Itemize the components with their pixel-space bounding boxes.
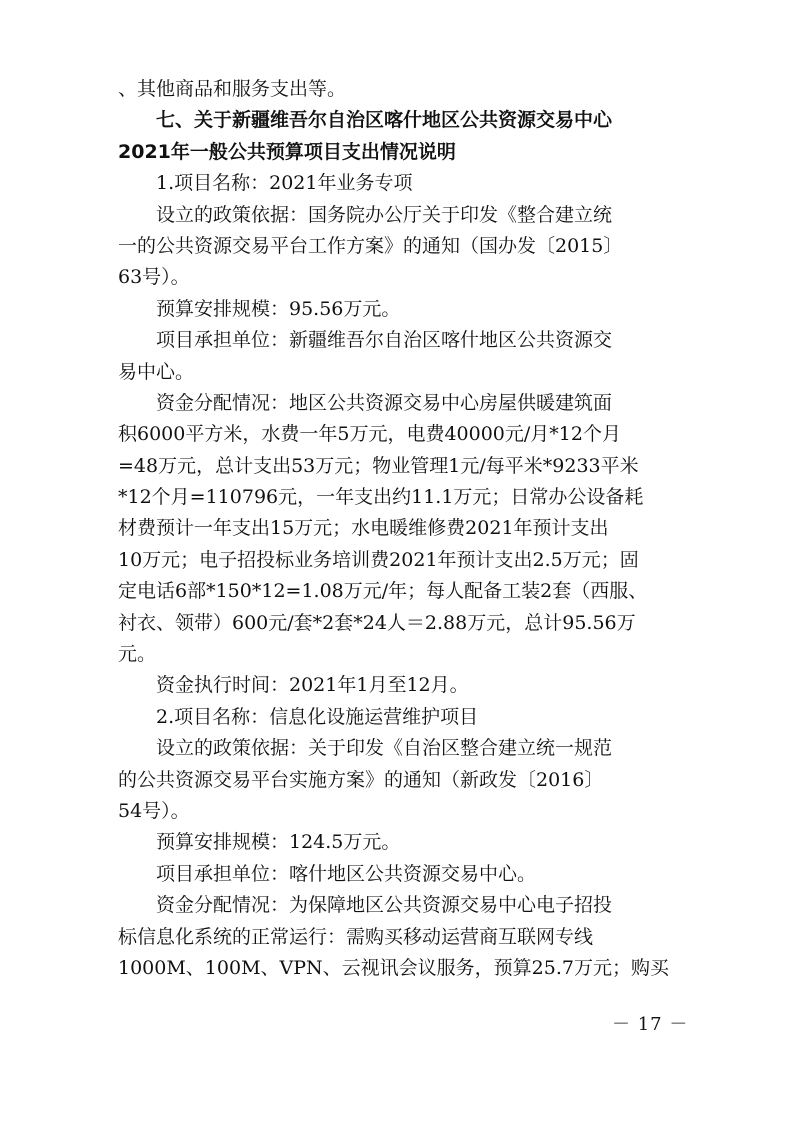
section-heading: 七、关于新疆维吾尔自治区喀什地区公共资源交易中心: [156, 109, 613, 132]
text-line: 衬衣、领带）600元/套*2套*24人＝2.88万元，总计95.56万: [118, 611, 636, 634]
text-line: 资金分配情况：为保障地区公共资源交易中心电子招投: [156, 894, 613, 917]
text-line: *12个月=110796元，一年支出约11.1万元；日常办公设备耗: [118, 486, 644, 509]
text-line: 材费预计一年支出15万元；水电暖维修费2021年预计支出: [118, 517, 609, 540]
text-line: 一的公共资源交易平台工作方案》的通知（国办发〔2015〕: [118, 234, 623, 257]
section-heading: 2021年一般公共预算项目支出情况说明: [118, 140, 456, 163]
page-number: － 17 －: [612, 1014, 689, 1035]
text-line: 1000M、100M、VPN、云视讯会议服务，预算25.7万元；购买: [118, 956, 669, 979]
text-line: 积6000平方米，水费一年5万元，电费40000元/月*12个月: [118, 423, 621, 446]
text-line: 资金执行时间：2021年1月至12月。: [156, 674, 469, 697]
text-line: 的公共资源交易平台实施方案》的通知（新政发〔2016〕: [118, 768, 604, 791]
text-line: 63号）。: [118, 266, 190, 289]
text-line: 资金分配情况：地区公共资源交易中心房屋供暖建筑面: [156, 391, 613, 414]
text-line: 设立的政策依据：关于印发《自治区整合建立统一规范: [156, 737, 613, 760]
document-body: [118, 74, 678, 984]
text-line: 元。: [118, 643, 157, 666]
text-line: =48万元，总计支出53万元；物业管理1元/每平米*9233平米: [118, 454, 639, 477]
text-line: 54号）。: [118, 799, 190, 822]
text-line: 项目承担单位：喀什地区公共资源交易中心。: [156, 862, 537, 885]
text-line: 设立的政策依据：国务院办公厅关于印发《整合建立统: [156, 203, 613, 226]
text-line: 标信息化系统的正常运行：需购买移动运营商互联网专线: [118, 925, 594, 948]
text-line: 10万元；电子招投标业务培训费2021年预计支出2.5万元；固: [118, 548, 639, 571]
text-line: 定电话6部*150*12=1.08万元/年；每人配备工装2套（西服、: [118, 580, 648, 603]
text-line: 项目承担单位：新疆维吾尔自治区喀什地区公共资源交: [156, 329, 613, 352]
text-line: 2.项目名称：信息化设施运营维护项目: [156, 705, 479, 728]
text-line: 1.项目名称：2021年业务专项: [156, 172, 413, 195]
text-line: 预算安排规模：124.5万元。: [156, 831, 401, 854]
text-line: 、其他商品和服务支出等。: [118, 78, 347, 100]
text-line: 预算安排规模：95.56万元。: [156, 297, 401, 320]
text-line: 易中心。: [118, 360, 195, 383]
